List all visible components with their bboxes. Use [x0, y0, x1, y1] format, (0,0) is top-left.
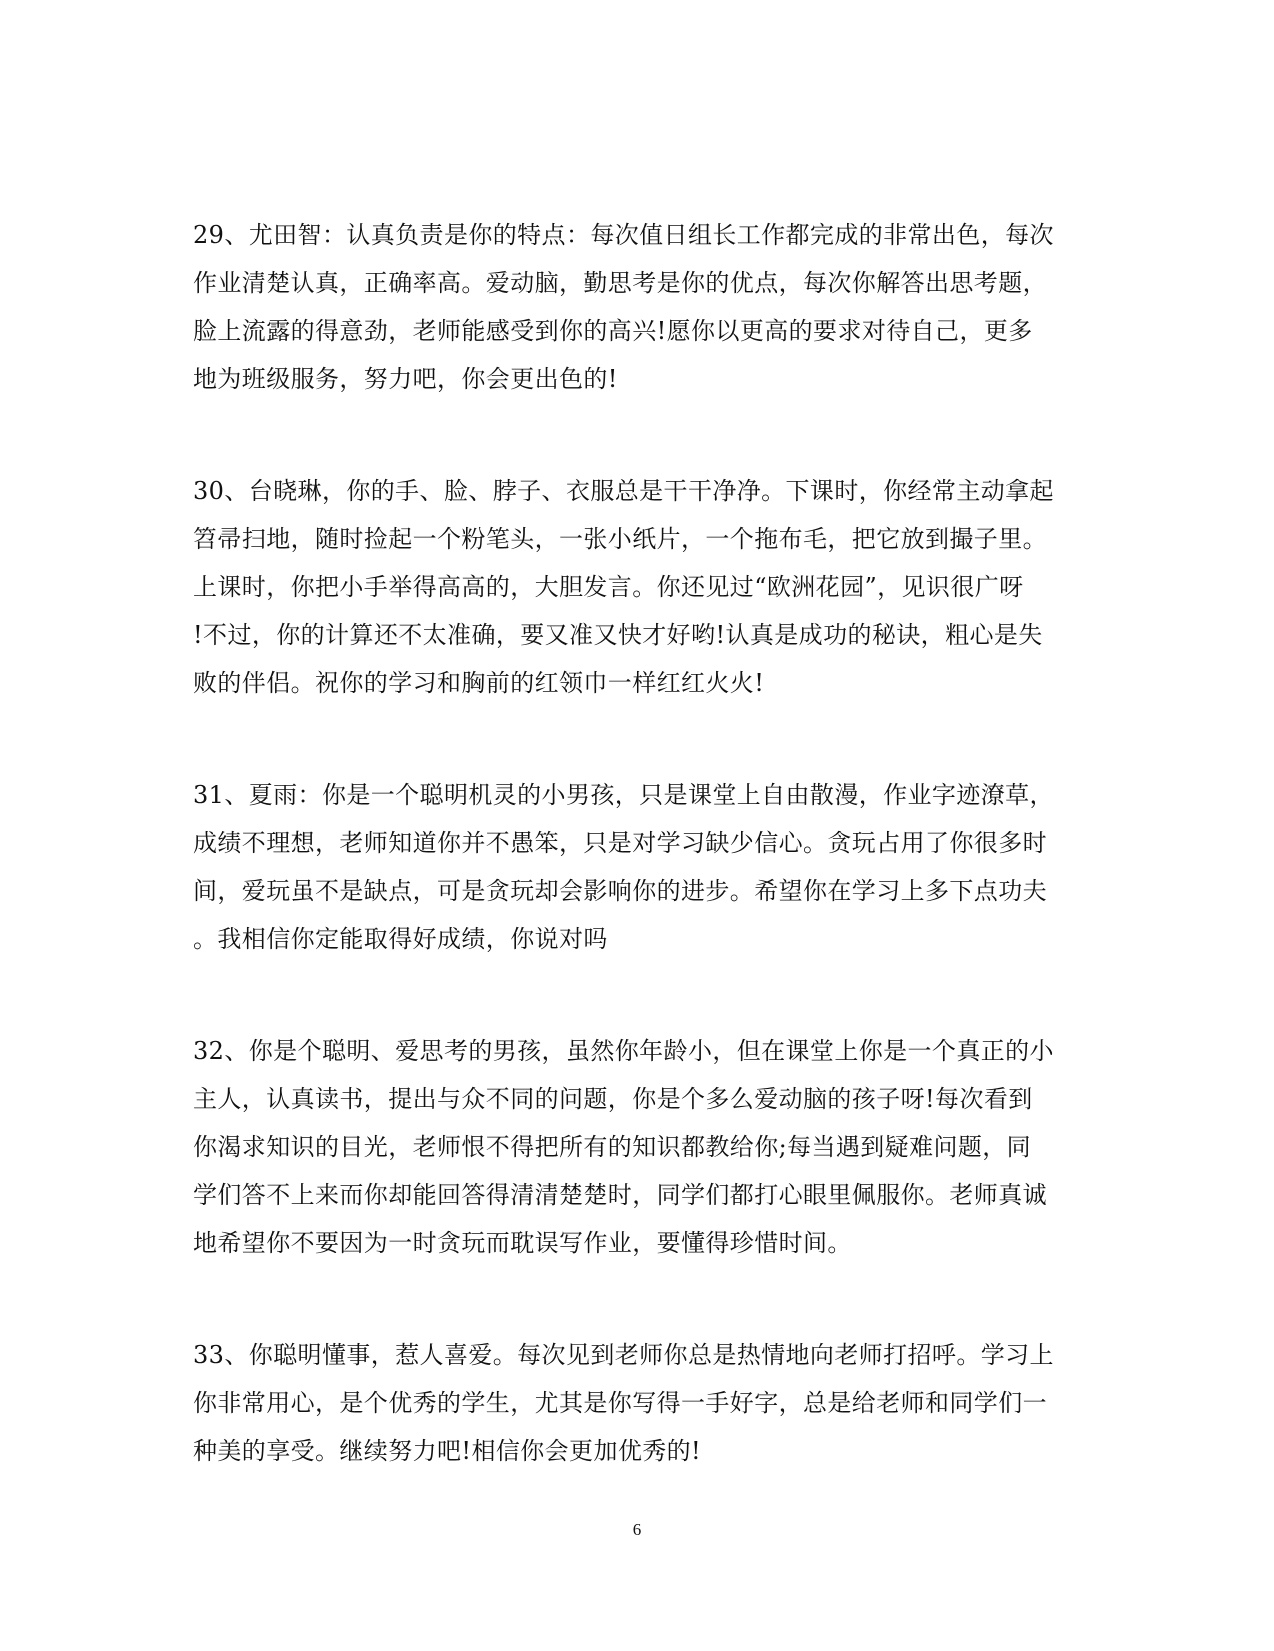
paragraph-line: 学们答不上来而你却能回答得清清楚楚时，同学们都打心眼里佩服你。老师真诚	[193, 1181, 1047, 1209]
comment-paragraph-31	[193, 771, 1073, 963]
paragraph-line: 主人，认真读书，提出与众不同的问题，你是个多么爱动脑的孩子呀!每次看到	[193, 1085, 1033, 1113]
paragraph-line: 种美的享受。继续努力吧!相信你会更加优秀的!	[193, 1437, 702, 1465]
paragraph-line: 地希望你不要因为一时贪玩而耽误写作业，要懂得珍惜时间。	[193, 1229, 852, 1257]
paragraph-line: 31、夏雨：你是一个聪明机灵的小男孩，只是课堂上自由散漫，作业字迹潦草，	[193, 781, 1054, 809]
paragraph-line: 地为班级服务，努力吧，你会更出色的!	[193, 365, 618, 393]
paragraph-line: 败的伴侣。祝你的学习和胸前的红领巾一样红红火火!	[193, 669, 765, 697]
paragraph-line: 29、尤田智：认真负责是你的特点：每次值日组长工作都完成的非常出色，每次	[193, 221, 1054, 249]
document-body	[193, 211, 1073, 1539]
paragraph-line: 脸上流露的得意劲，老师能感受到你的高兴!愿你以更高的要求对待自己，更多	[193, 317, 1033, 345]
paragraph-line: 你渴求知识的目光，老师恨不得把所有的知识都教给你;每当遇到疑难问题，同	[193, 1133, 1032, 1161]
comment-paragraph-33	[193, 1331, 1073, 1475]
paragraph-line: 33、你聪明懂事，惹人喜爱。每次见到老师你总是热情地向老师打招呼。学习上	[193, 1341, 1054, 1369]
comment-paragraph-32	[193, 1027, 1073, 1267]
paragraph-line: 上课时，你把小手举得高高的，大胆发言。你还见过“欧洲花园”，见识很广呀	[193, 573, 1024, 601]
paragraph-line: 间，爱玩虽不是缺点，可是贪玩却会影响你的进步。希望你在学习上多下点功夫	[193, 877, 1047, 905]
page-number: 6	[632, 1520, 642, 1539]
paragraph-line: 32、你是个聪明、爱思考的男孩，虽然你年龄小，但在课堂上你是一个真正的小	[193, 1037, 1054, 1065]
comment-paragraph-29	[193, 211, 1073, 403]
paragraph-line: 成绩不理想，老师知道你并不愚笨，只是对学习缺少信心。贪玩占用了你很多时	[193, 829, 1047, 857]
paragraph-line: 你非常用心，是个优秀的学生，尤其是你写得一手好字，总是给老师和同学们一	[193, 1389, 1047, 1417]
paragraph-line: 笤帚扫地，随时捡起一个粉笔头，一张小纸片，一个拖布毛，把它放到撮子里。	[193, 525, 1047, 553]
paragraph-line: 30、台晓琳，你的手、脸、脖子、衣服总是干干净净。下课时，你经常主动拿起	[193, 477, 1054, 505]
paragraph-line: 。我相信你定能取得好成绩，你说对吗	[193, 925, 608, 953]
comment-paragraph-30	[193, 467, 1073, 707]
paragraph-line: 作业清楚认真，正确率高。爱动脑，勤思考是你的优点，每次你解答出思考题，	[193, 269, 1047, 297]
paragraph-line: !不过，你的计算还不太准确，要又准又快才好哟!认真是成功的秘诀，粗心是失	[193, 621, 1043, 649]
